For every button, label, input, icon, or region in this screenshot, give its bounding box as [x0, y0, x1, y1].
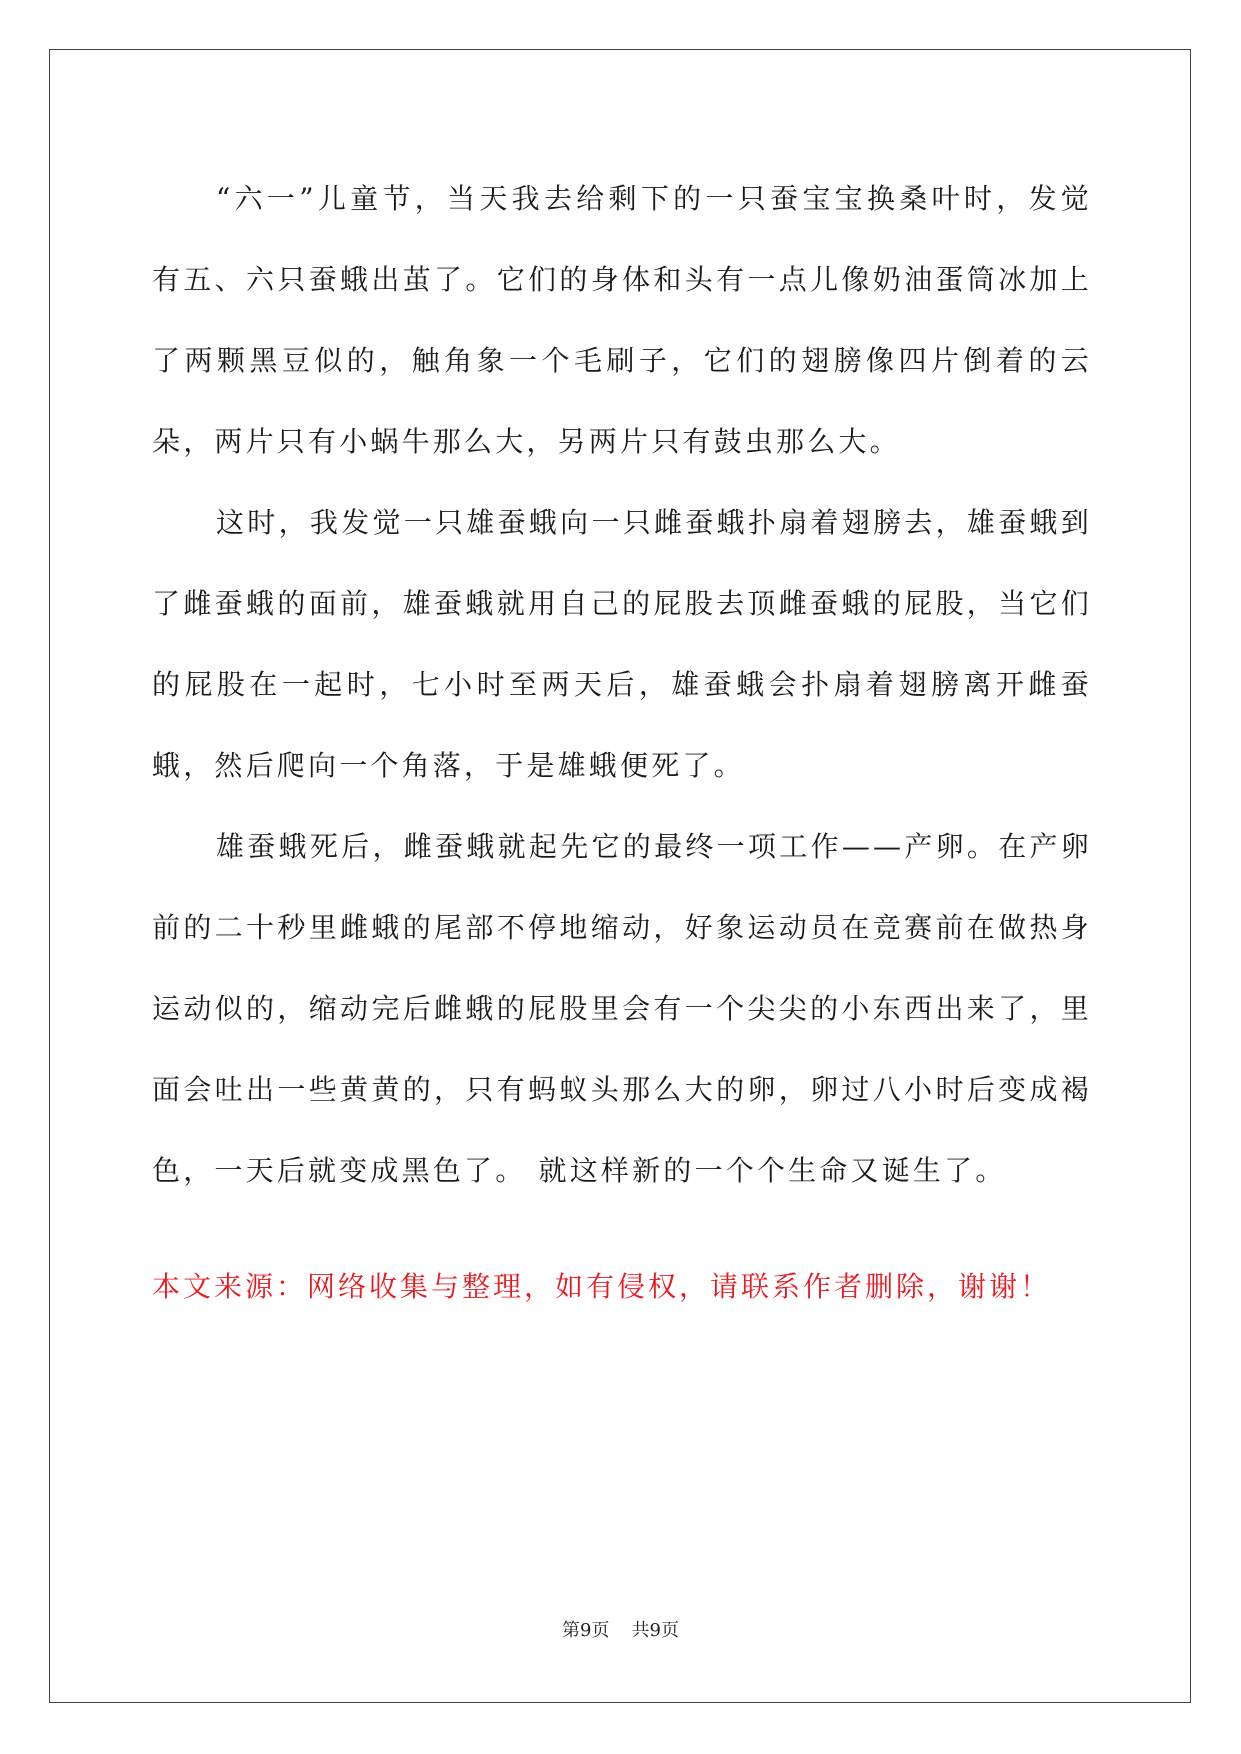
paragraph-3: 雄蚕蛾死后，雌蚕蛾就起先它的最终一项工作——产卵。在产卵前的二十秒里雌蛾的尾部不停地缩动，好象运动员在竞赛前在做热身运动似的，缩动完后雌蛾的屁股里会有一个尖尖的小东西出来了，里面会吐出一些黄黄的，只有蚂蚁头那么大的卵，卵过八小时后变成褐色，一天后就变成黑色了。 就这样新的一个个生命又诞生了。	[152, 830, 1092, 1187]
source-notice: 本文来源：网络收集与整理，如有侵权，请联系作者删除，谢谢！	[152, 1270, 1052, 1303]
paragraph-1: “六一”儿童节，当天我去给剩下的一只蚕宝宝换桑叶时，发觉有五、六只蚕蛾出茧了。它们的身体和头有一点儿像奶油蛋筒冰加上了两颗黑豆似的，触角象一个毛刷子，它们的翅膀像四片倒着的云朵，两片只有小蜗牛那么大，另两片只有鼓虫那么大。	[152, 182, 1092, 458]
page-footer	[0, 1616, 1241, 1642]
page-number-current: 第9页	[562, 1620, 610, 1641]
page-number-total: 共9页	[631, 1620, 679, 1641]
paragraph-2: 这时，我发觉一只雄蚕蛾向一只雌蚕蛾扑扇着翅膀去，雄蚕蛾到了雌蚕蛾的面前，雄蚕蛾就用自己的屁股去顶雌蚕蛾的屁股，当它们的屁股在一起时，七小时至两天后，雄蚕蛾会扑扇着翅膀离开雌蚕蛾，然后爬向一个角落，于是雄蛾便死了。	[152, 506, 1092, 782]
document-body	[152, 158, 1092, 1311]
